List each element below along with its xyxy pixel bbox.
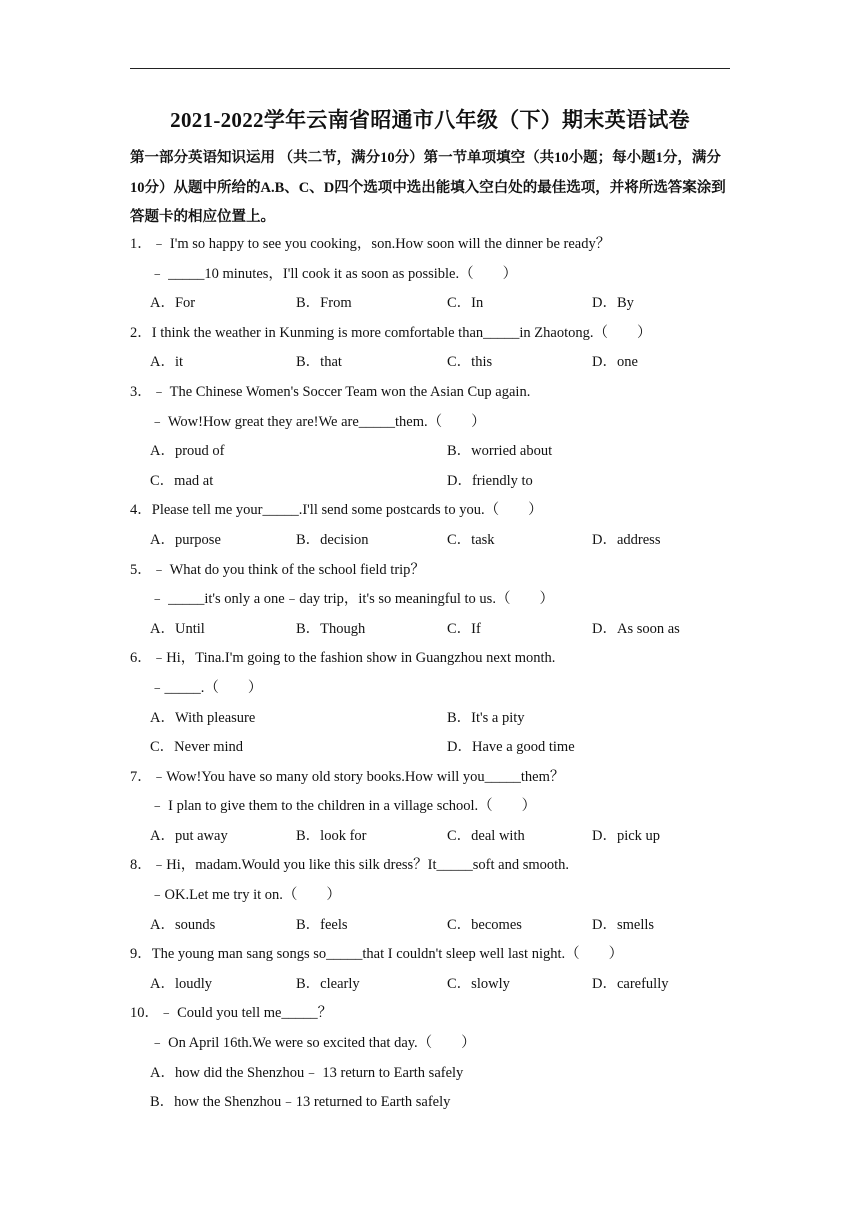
question-6-stem: 6．﹣Hi，Tina.I'm going to the fashion show in Guangzhou next month.: [130, 650, 556, 667]
question-5: [130, 556, 730, 645]
option-d[interactable]: D．carefully: [592, 975, 669, 992]
question-5-stem: 5．﹣ What do you think of the school field trip？: [130, 561, 425, 578]
option-a[interactable]: A．sounds: [150, 916, 216, 933]
option-a[interactable]: A．it: [150, 354, 184, 371]
question-8-stem: 8．﹣Hi，madam.Would you like this silk dress？It_____soft and smooth.: [130, 857, 570, 874]
question-3-stem: 3．﹣ The Chinese Women's Soccer Team won the Asian Cup again.: [130, 383, 531, 400]
option-c[interactable]: C．mad at: [150, 472, 214, 489]
option-b[interactable]: B．clearly: [296, 975, 360, 992]
question-8-options: [130, 911, 730, 941]
question-1-stem: 1．﹣ I'm so happy to see you cooking，son.How soon will the dinner be ready？: [130, 236, 611, 252]
question-2-stem: 2．I think the weather in Kunming is more comfortable than_____in Zhaotong.（ ）: [130, 324, 652, 341]
option-b[interactable]: B．Though: [296, 620, 366, 637]
question-4-options: [130, 526, 730, 556]
question-3-options-row-2: [130, 467, 730, 497]
option-a[interactable]: A．For: [150, 295, 196, 312]
question-1: [130, 230, 730, 319]
question-4-stem: 4．Please tell me your_____.I'll send some postcards to you.（ ）: [130, 502, 543, 519]
option-c[interactable]: C．If: [447, 620, 481, 637]
question-6: [130, 644, 730, 762]
option-a[interactable]: A．put away: [150, 827, 228, 844]
option-a[interactable]: A．how did the Shenzhou﹣ 13 return to Earth safely: [150, 1064, 464, 1081]
option-a[interactable]: A．proud of: [150, 443, 225, 460]
question-9-options: [130, 970, 730, 1000]
option-b[interactable]: B．feels: [296, 916, 348, 933]
option-b[interactable]: B．From: [296, 295, 352, 312]
option-d[interactable]: D．Have a good time: [447, 739, 575, 756]
option-d[interactable]: D．pick up: [592, 827, 661, 844]
question-5-reply: ﹣ _____it's only a one﹣day trip，it's so meaningful to us.（ ）: [150, 591, 554, 608]
question-8-reply: ﹣OK.Let me try it on.（ ）: [150, 887, 341, 904]
question-7-stem: 7．﹣Wow!You have so many old story books.How will you_____them？: [130, 768, 565, 785]
option-b[interactable]: B．worried about: [447, 443, 553, 460]
question-9-stem: 9．The young man sang songs so_____that I couldn't sleep well last night.（ ）: [130, 946, 624, 963]
question-8: [130, 851, 730, 940]
option-a[interactable]: A．With pleasure: [150, 709, 256, 726]
question-6-reply: ﹣_____.（ ）: [150, 679, 263, 696]
question-4: [130, 496, 730, 555]
option-b[interactable]: B．how the Shenzhou﹣13 returned to Earth safely: [150, 1094, 451, 1111]
question-6-options-row-2: [130, 733, 730, 763]
header-rule: [130, 68, 730, 69]
question-10-stem: 10．﹣ Could you tell me_____？: [130, 1005, 333, 1022]
option-c[interactable]: C．becomes: [447, 916, 522, 933]
option-c[interactable]: C．Never mind: [150, 739, 244, 756]
option-d[interactable]: D．smells: [592, 916, 655, 933]
question-5-options: [130, 615, 730, 645]
option-b[interactable]: B．decision: [296, 531, 369, 548]
question-10-reply: ﹣ On April 16th.We were so excited that day.（ ）: [150, 1035, 476, 1052]
question-9: [130, 940, 730, 999]
option-c[interactable]: C．deal with: [447, 827, 525, 844]
option-a[interactable]: A．loudly: [150, 975, 213, 992]
question-10: [130, 999, 730, 1117]
option-b[interactable]: B．It's a pity: [447, 709, 525, 726]
question-7-options: [130, 822, 730, 852]
option-d[interactable]: D．friendly to: [447, 472, 533, 489]
section-instructions: 第一部分英语知识运用 （共二节，满分10分）第一节单项填空（共10小题；每小题1分，满分10分）从题中所给的A.B、C、D四个选项中选出能填入空白处的最佳选项，并将所选答案涂到答题卡的相应位置上。: [130, 150, 726, 225]
question-3-options-row-1: [130, 437, 730, 467]
question-6-options-row-1: [130, 704, 730, 734]
option-a[interactable]: A．Until: [150, 620, 205, 637]
question-3: [130, 378, 730, 496]
question-2: [130, 319, 730, 378]
option-d[interactable]: D．one: [592, 354, 638, 371]
question-2-options: [130, 348, 730, 378]
option-c[interactable]: C．this: [447, 354, 493, 371]
question-list: [130, 230, 730, 1118]
option-c[interactable]: C．task: [447, 531, 495, 548]
question-1-options: [130, 289, 730, 319]
option-d[interactable]: D．By: [592, 295, 634, 312]
question-1-reply: ﹣ _____10 minutes，I'll cook it as soon as possible.（ ）: [150, 265, 518, 282]
question-7-reply: ﹣ I plan to give them to the children in a village school.（ ）: [150, 798, 537, 815]
option-d[interactable]: D．As soon as: [592, 620, 680, 637]
exam-title: 2021-2022学年云南省昭通市八年级（下）期末英语试卷: [170, 108, 690, 132]
question-7: [130, 763, 730, 852]
option-b[interactable]: B．that: [296, 354, 342, 371]
option-b[interactable]: B．look for: [296, 827, 367, 844]
question-3-reply: ﹣ Wow!How great they are!We are_____them.（ ）: [150, 413, 486, 430]
option-c[interactable]: C．In: [447, 295, 484, 312]
option-d[interactable]: D．address: [592, 531, 661, 548]
option-a[interactable]: A．purpose: [150, 531, 221, 548]
option-c[interactable]: C．slowly: [447, 975, 510, 992]
